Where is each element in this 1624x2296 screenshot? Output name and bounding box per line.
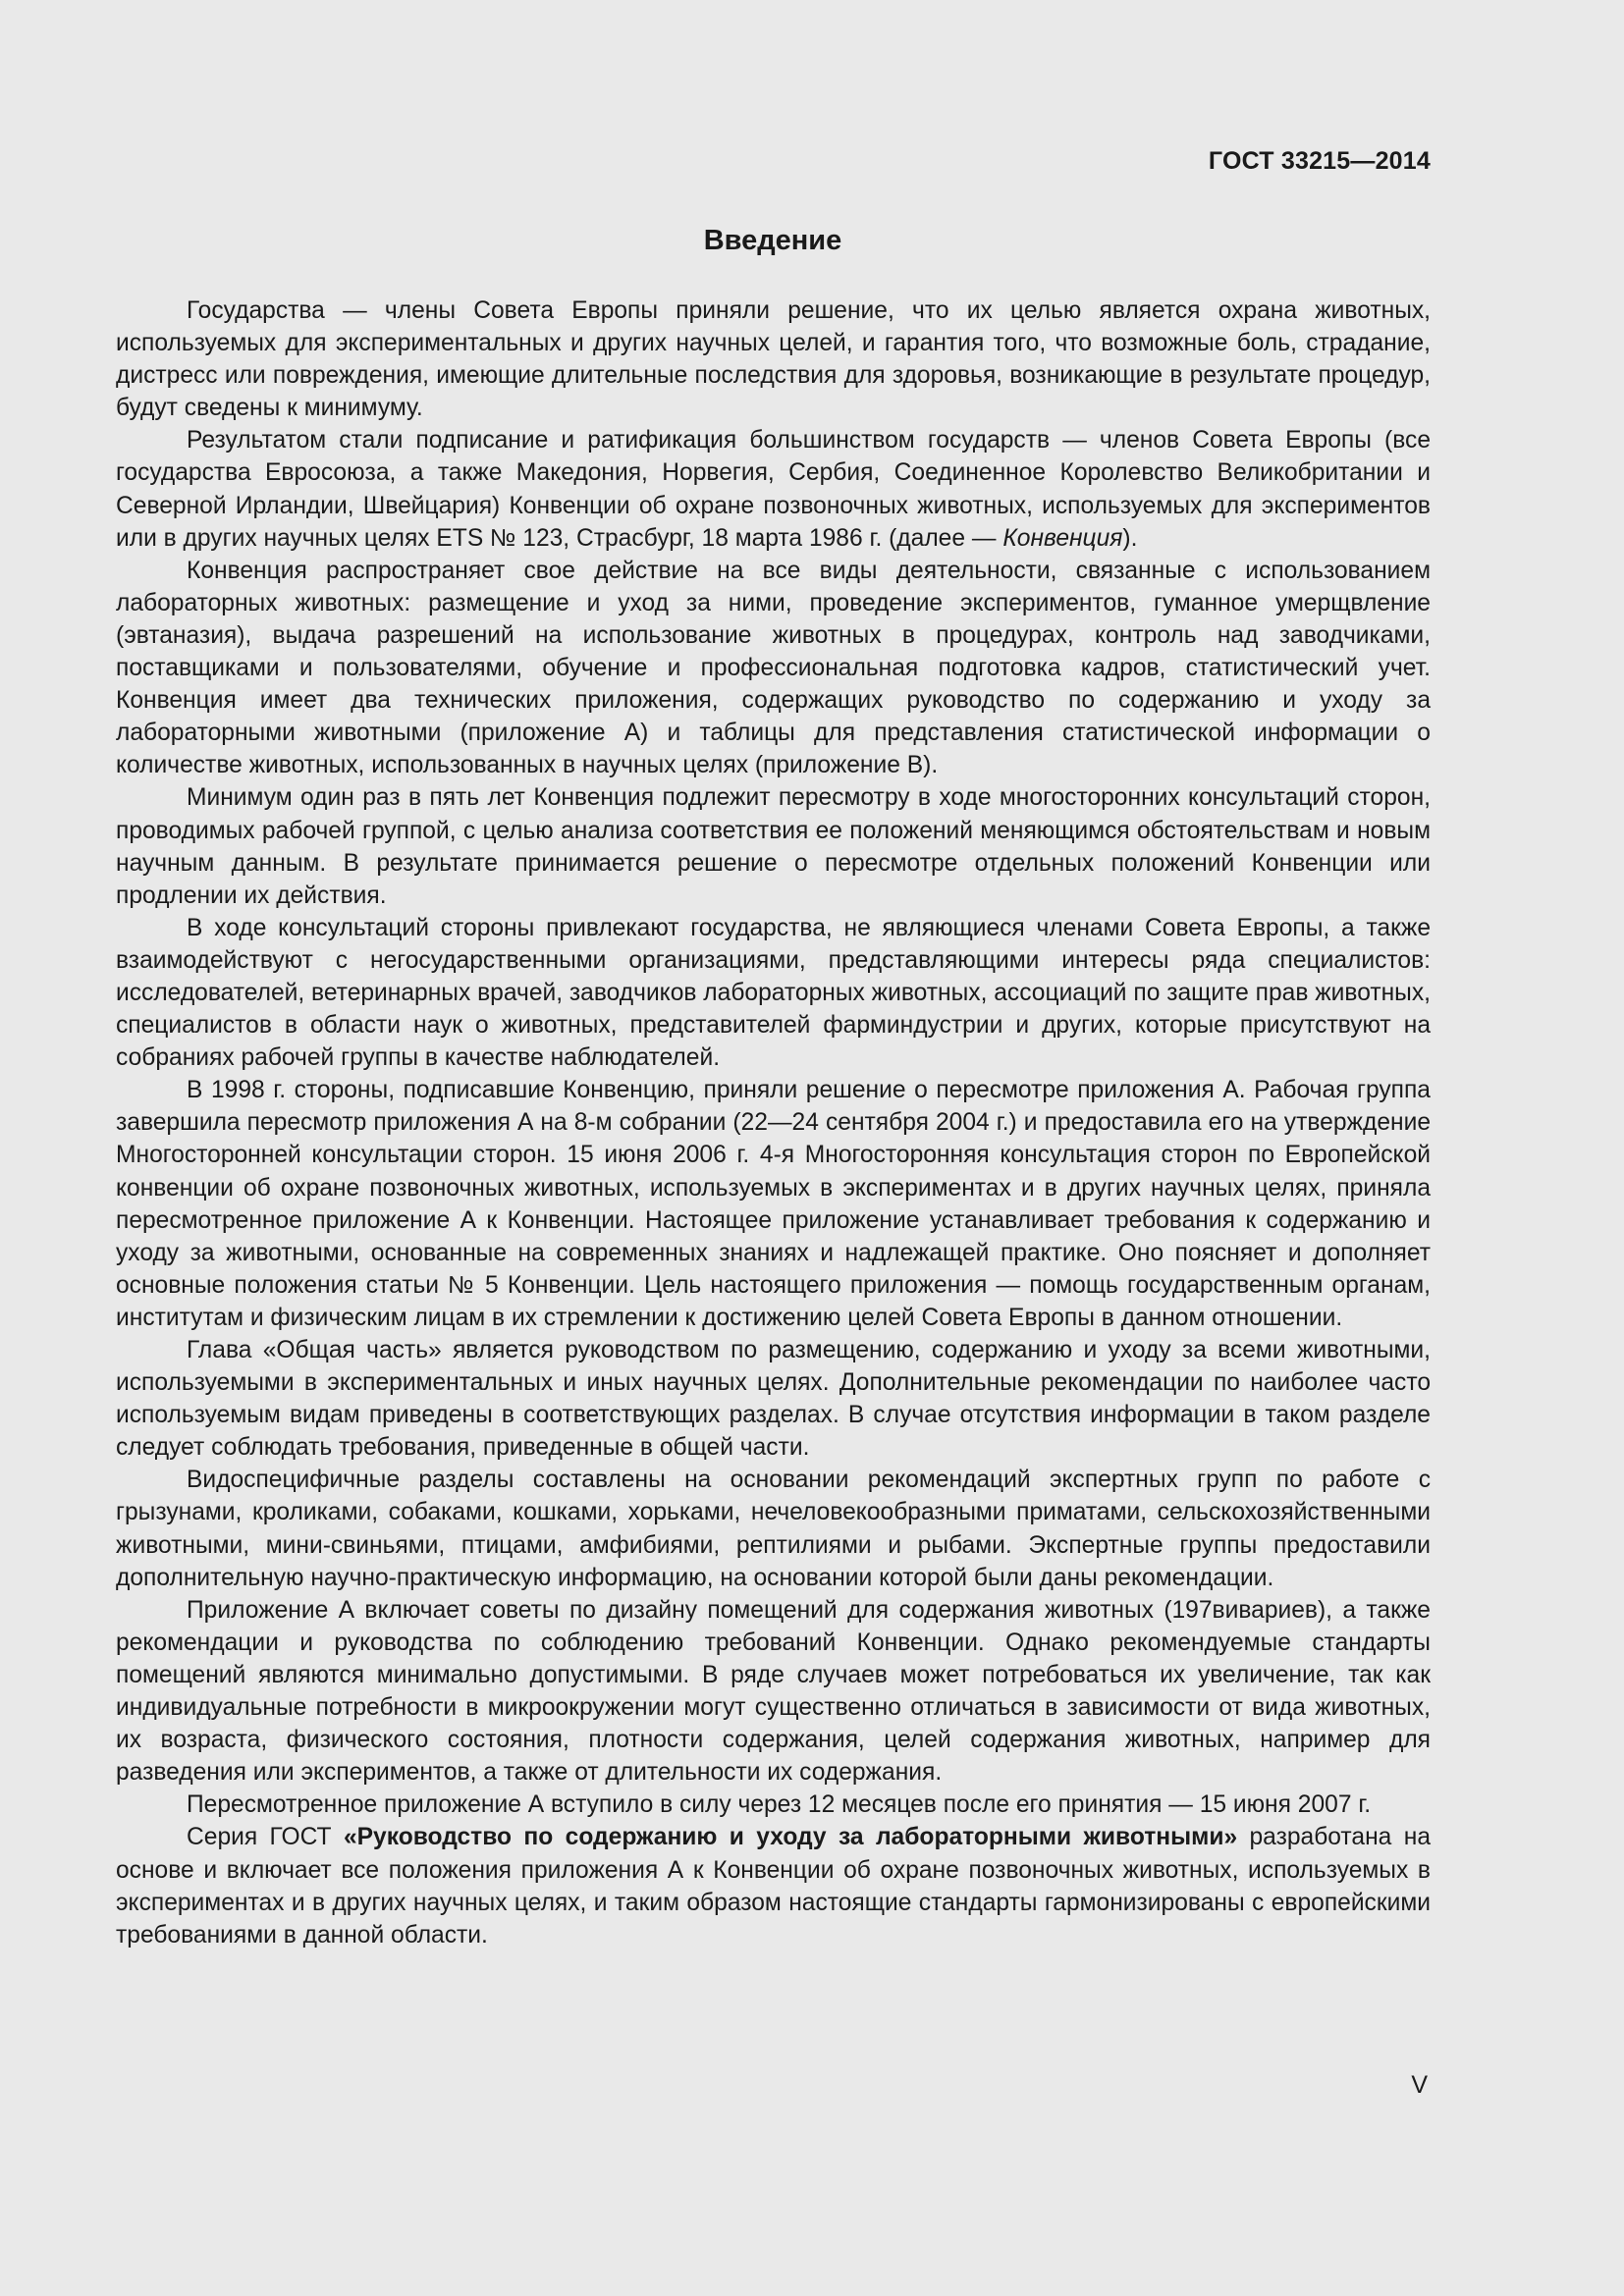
paragraph-3 [116,555,1431,782]
paragraph-text: Глава «Общая часть» является руководством по размещению, содержанию и уходу за всеми животными, используемыми в экспериментальных и иных научных целях. Дополнительные рекомендации по наиболее часто используемым видам приведены в соответствующих разделах. В случае отсутствия информации в таком разделе следует соблюдать требования, приведенные в общей части. [116,1337,1431,1462]
paragraph-text: Государства — члены Совета Европы приняли решение, что их целью является охрана животных, используемых для экспериментальных и других научных целей, и гарантия того, что возможные боль, страдание, дистресс или повреждения, имеющие длительные последствия для здоровья, возникающие в результате процедур, будут сведены к минимуму. [116,297,1431,422]
paragraph-5 [116,912,1431,1074]
paragraph-10 [116,1789,1431,1821]
page-number: V [1411,2071,1428,2099]
introduction-body [116,294,1431,1951]
paragraph-text: В ходе консультаций стороны привлекают государства, не являющиеся членами Совета Европы, а также взаимодействуют с негосударственными организациями, представляющими интересы ряда специалистов: исследователей, ветеринарных врачей, заводчиков лабораторных животных, ассоциаций по защите прав животных, специалистов в области наук о животных, представителей фарминдустрии и других, которые присутствуют на собраниях рабочей группы в качестве наблюдателей. [116,914,1431,1072]
paragraph-text: Минимум один раз в пять лет Конвенция подлежит пересмотру в ходе многосторонних консультаций сторон, проводимых рабочей группой, с целью анализа соответствия ее положений меняющимся обстоятельствам и новым научным данным. В результате принимается решение о пересмотре отдельных положений Конвенции или продлении их действия. [116,784,1431,909]
paragraph-6 [116,1074,1431,1334]
paragraph-text: В 1998 г. стороны, подписавшие Конвенцию, приняли решение о пересмотре приложения А. Рабочая группа завершила пересмотр приложения А на 8-м собрании (22—24 сентября 2004 г.) и предоставила его на утверждение Многосторонней консультации сторон. 15 июня 2006 г. 4-я Многосторонняя консультация сторон по Европейской конвенции об охране позвоночных животных, используемых в экспериментах и в других научных целях, приняла пересмотренное приложение А к Конвенции. Настоящее приложение устанавливает требования к содержанию и уходу за животными, основанные на современных знаниях и надлежащей практике. Оно поясняет и дополняет основные положения статьи № 5 Конвенции. Цель настоящего приложения — помощь государственным органам, институтам и физическим лицам в их стремлении к достижению целей Совета Европы в данном отношении. [116,1077,1431,1331]
paragraph-tail: разработана на основе и включает все положения приложения А к Конвенции об охране позвоночных животных, используемых в экспериментах и в других научных целях, и таким образом настоящие стандарты гармонизированы с европейскими требованиями в данной области. [116,1824,1431,1949]
paragraph-tail: ). [1122,524,1138,552]
paragraph-text: Приложение А включает советы по дизайну помещений для содержания животных (197вивариев), а также рекомендации и руководства по соблюдению требований Конвенции. Однако рекомендуемые стандарты помещений являются минимально допустимыми. В ряде случаев может потребоваться их увеличение, так как индивидуальные потребности в микроокружении могут существенно отличаться в зависимости от вида животных, их возраста, физического состояния, плотности содержания, целей содержания животных, например для разведения или экспериментов, а также от длительности их содержания. [116,1596,1431,1787]
paragraph-4 [116,781,1431,911]
paragraph-text: Серия ГОСТ [187,1824,344,1851]
italic-term: Конвенция [1002,524,1123,552]
paragraph-text: Видоспецифичные разделы составлены на основании рекомендаций экспертных групп по работе с грызунами, кроликами, собаками, кошками, хорьками, нечеловекообразными приматами, сельскохозяйственными животными, мини-свиньями, птицами, амфибиями, рептилиями и рыбами. Экспертные группы предоставили дополнительную научно-практическую информацию, на основании которой были даны рекомендации. [116,1467,1431,1591]
section-title: Введение [703,225,842,256]
paragraph-8 [116,1464,1431,1593]
paragraph-2 [116,424,1431,554]
bold-series-title: «Руководство по содержанию и уходу за лабораторными животными» [343,1824,1238,1851]
paragraph-1 [116,294,1431,424]
paragraph-7 [116,1334,1431,1464]
paragraph-text: Пересмотренное приложение А вступило в силу через 12 месяцев после его принятия — 15 июня 2007 г. [187,1791,1372,1819]
paragraph-11 [116,1821,1431,1950]
document-code: ГОСТ 33215—2014 [1208,147,1431,175]
paragraph-text: Результатом стали подписание и ратификация большинством государств — членов Совета Европы (все государства Евросоюза, а также Македония, Норвегия, Сербия, Соединенное Королевство Великобритании и Северной Ирландии, Швейцария) Конвенции об охране позвоночных животных, используемых для экспериментов или в других научных целях ETS № 123, Страсбург, 18 марта 1986 г. (далее — [116,427,1431,552]
paragraph-9 [116,1594,1431,1789]
paragraph-text: Конвенция распространяет свое действие на все виды деятельности, связанные с использованием лабораторных животных: размещение и уход за ними, проведение экспериментов, гуманное умерщвление (эвтаназия), выдача разрешений на использование животных в процедурах, контроль над заводчиками, поставщиками и пользователями, обучение и профессиональная подготовка кадров, статистический учет. Конвенция имеет два технических приложения, содержащих руководство по содержанию и уходу за лабораторными животными (приложение А) и таблицы для представления статистической информации о количестве животных, использованных в научных целях (приложение В). [116,557,1431,779]
